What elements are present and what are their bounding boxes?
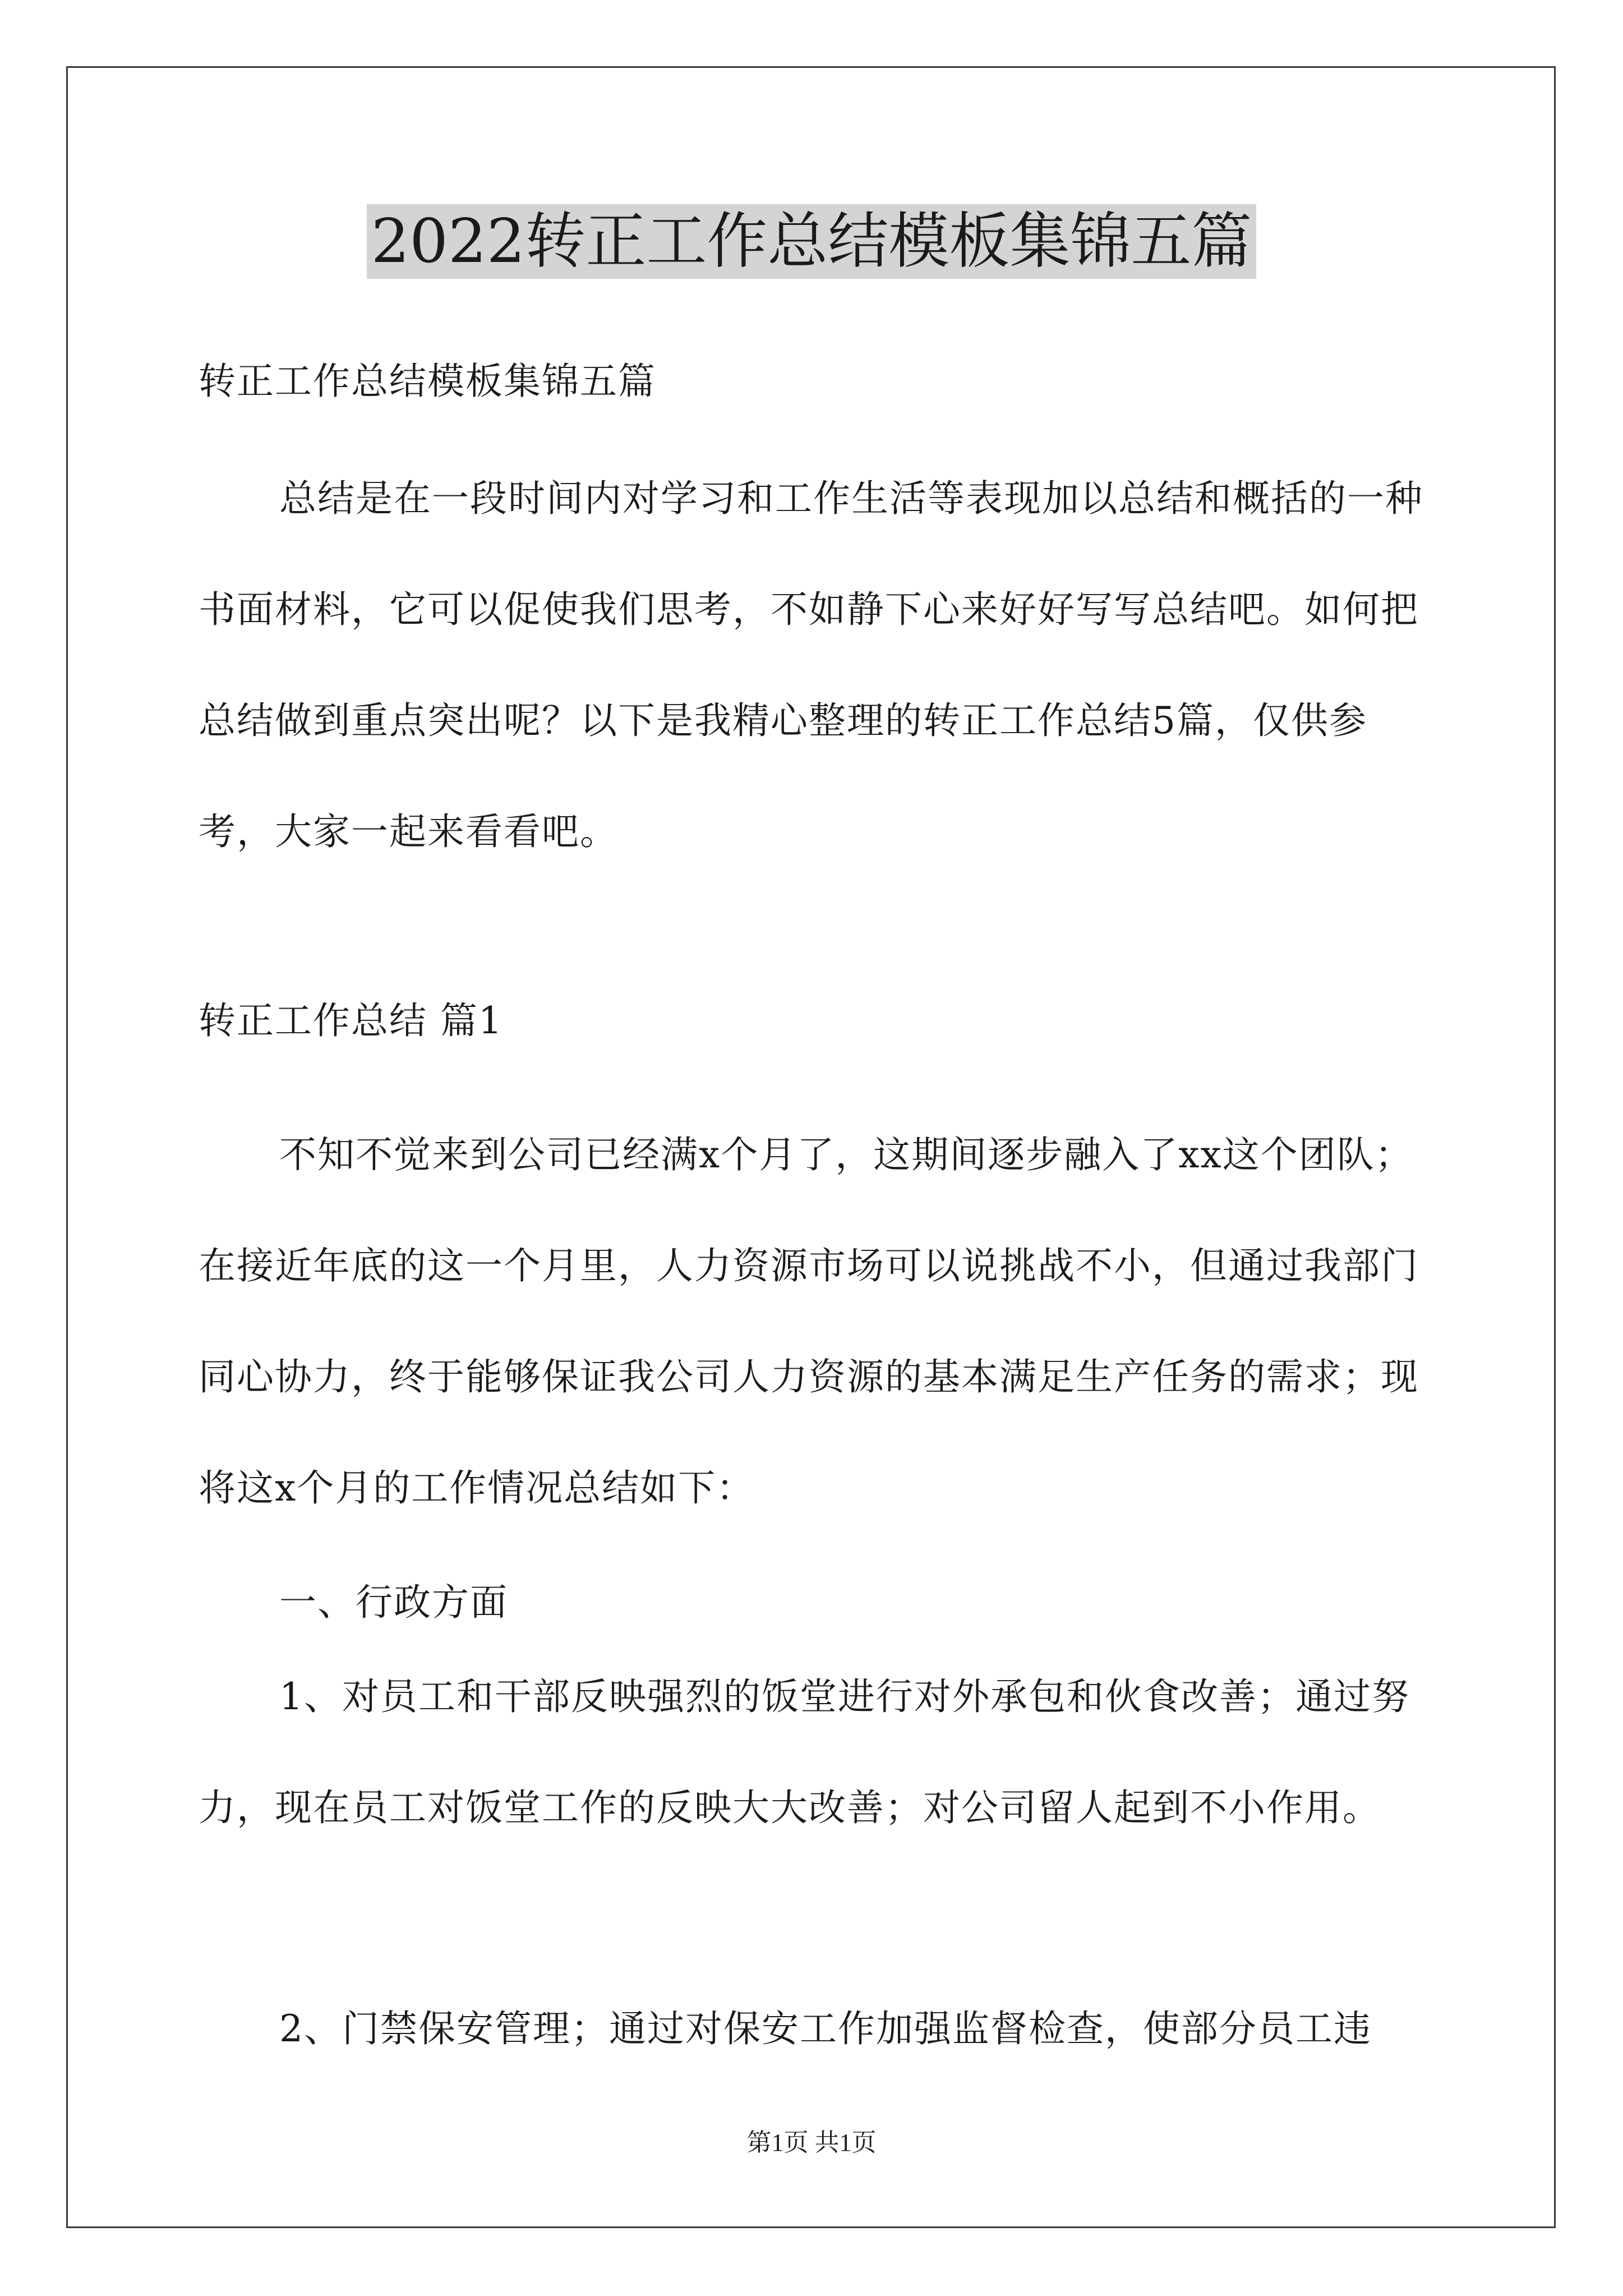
document-subtitle: 转正工作总结模板集锦五篇 <box>199 360 656 403</box>
list-item-2: 2、门禁保安管理；通过对保安工作加强监督检查，使部分员工违 <box>279 2007 1372 2050</box>
intro-paragraph: 总结是在一段时间内对学习和工作生活等表现加以总结和概括的一种书面材料，它可以促使我们思考，不如静下心来好好写写总结吧。如何把总结做到重点突出呢？以下是我精心整理的转正工作总结5篇，仅供参考，大家一起来看看吧。 <box>199 477 1423 853</box>
section-heading: 转正工作总结 篇1 <box>199 999 503 1042</box>
document-title <box>0 200 1623 284</box>
admin-heading: 一、行政方面 <box>279 1581 508 1624</box>
list-item-1: 1、对员工和干部反映强烈的饭堂进行对外承包和伙食改善；通过努力，现在员工对饭堂工作的反映大大改善；对公司留人起到不小作用。 <box>199 1675 1410 1829</box>
section-paragraph: 不知不觉来到公司已经满x个月了，这期间逐步融入了xx这个团队；在接近年底的这一个月里，人力资源市场可以说挑战不小，但通过我部门同心协力，终于能够保证我公司人力资源的基本满足生产任务的需求；现将这x个月的工作情况总结如下： <box>199 1133 1419 1510</box>
page-footer: 第1页 共1页 <box>746 2129 877 2156</box>
document-title-text: 2022转正工作总结模板集锦五篇 <box>367 204 1257 279</box>
